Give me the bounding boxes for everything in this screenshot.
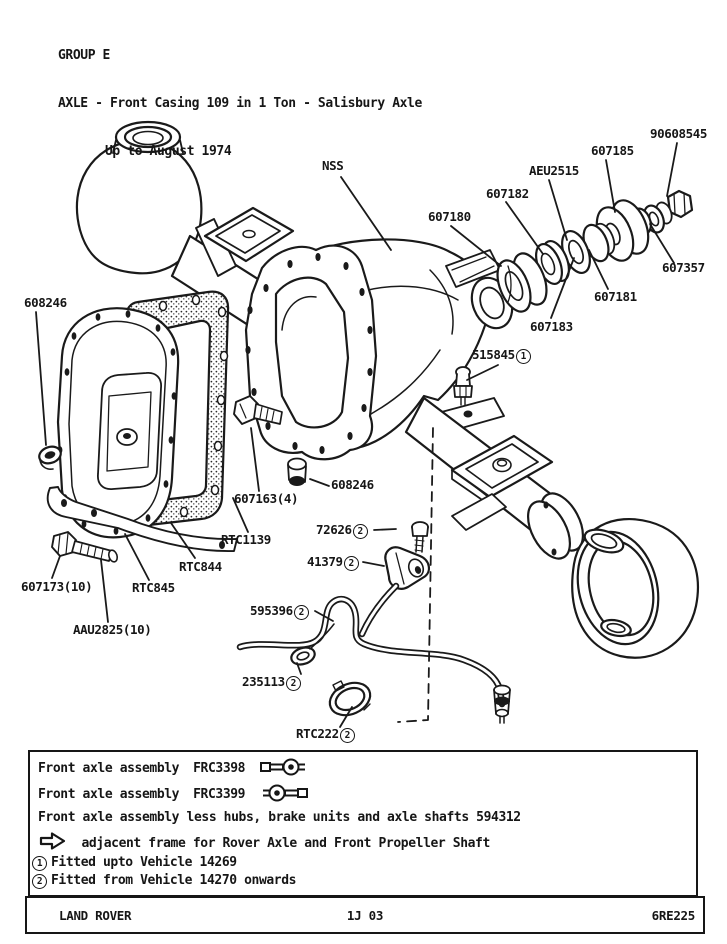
part-label-nss: NSS — [322, 158, 344, 173]
footer-plate-code: 6RE225 — [651, 907, 695, 923]
fitment-badge-2: 2 — [353, 524, 368, 539]
axle-diff-right-icon — [259, 758, 309, 781]
part-label-rtc222 — [296, 727, 355, 743]
part-label-595396 — [250, 604, 309, 620]
part-label-41379 — [307, 555, 359, 571]
page-subtitle: Up to August 1974 — [105, 144, 232, 159]
legend-row-less-hubs: Front axle assembly less hubs, brake units and axle shafts 594312 — [38, 810, 521, 825]
part-label-608246-mid: 608246 — [331, 477, 374, 492]
fitment-badge-2: 2 — [344, 556, 359, 571]
page-header — [58, 16, 422, 192]
right-swivel-ball — [566, 519, 698, 658]
part-label-607163: 607163(4) — [234, 491, 299, 506]
legend-label: Fitted from Vehicle 14270 onwards — [51, 873, 297, 888]
part-label-607183: 607183 — [530, 319, 573, 334]
part-label-607181: 607181 — [594, 289, 637, 304]
legend-label: Front axle assembly — [38, 761, 180, 776]
part-label-607173: 607173(10) — [21, 579, 93, 594]
group-title: GROUP E — [58, 48, 110, 63]
part-label-607180: 607180 — [428, 209, 471, 224]
footer-page-code: 1J 03 — [346, 907, 384, 923]
fitment-badge-2: 2 — [32, 874, 47, 889]
fitment-badge-2: 2 — [294, 605, 309, 620]
axle-diff-left-icon — [259, 784, 309, 807]
legend-label: Fitted upto Vehicle 14269 — [51, 855, 237, 870]
pipe-bolt — [412, 522, 428, 552]
part-number: 41379 — [307, 554, 343, 569]
page-title: AXLE - Front Casing 109 in 1 Ton - Salisbury Axle — [58, 96, 422, 111]
block-arrow-right-icon — [38, 831, 68, 856]
part-number: 235113 — [242, 674, 285, 689]
part-label-90608545: 90608545 — [650, 126, 708, 141]
part-label-rtc845: RTC845 — [132, 580, 175, 595]
legend-row-frc3399 — [38, 784, 309, 807]
part-number: 515845 — [472, 347, 515, 362]
part-label-aau2825: AAU2825(10) — [73, 622, 152, 637]
legend-label: adjacent frame for Rover Axle and Front Propeller Shaft — [81, 836, 490, 851]
legend-part-number: FRC3398 — [193, 761, 246, 776]
part-label-aeu2515: AEU2515 — [529, 163, 579, 178]
fitment-badge-2: 2 — [340, 728, 355, 743]
part-number: 595396 — [250, 603, 293, 618]
filler-plug — [288, 459, 306, 487]
part-label-235113 — [242, 675, 301, 691]
legend-part-number: FRC3399 — [193, 787, 246, 802]
part-number: RTC222 — [296, 726, 339, 741]
part-number: 72626 — [316, 522, 352, 537]
part-label-515845 — [472, 348, 531, 364]
diff-flange-ring — [245, 246, 376, 460]
legend-box — [28, 750, 698, 897]
part-label-72626 — [316, 523, 368, 539]
pipe-clip — [325, 677, 376, 721]
fitment-badge-1: 1 — [32, 856, 47, 871]
legend-label: Front axle assembly — [38, 787, 180, 802]
drain-plug — [37, 444, 63, 469]
legend-row-frc3398 — [38, 758, 309, 781]
part-label-607185: 607185 — [591, 143, 634, 158]
legend-row-fitted-upto — [31, 855, 237, 871]
part-label-607357: 607357 — [662, 260, 705, 275]
legend-row-adjacent-frame — [38, 831, 490, 856]
footer-box — [25, 896, 705, 934]
part-label-608246-top: 608246 — [24, 295, 67, 310]
footer-brand: LAND ROVER — [59, 907, 132, 923]
part-label-607182: 607182 — [486, 186, 529, 201]
fitment-badge-2: 2 — [286, 676, 301, 691]
legend-row-fitted-from — [31, 873, 296, 889]
hose-damper — [385, 547, 429, 589]
part-label-rtc1139: RTC1139 — [221, 532, 271, 547]
part-label-rtc844: RTC844 — [179, 559, 222, 574]
fitment-badge-1: 1 — [516, 349, 531, 364]
